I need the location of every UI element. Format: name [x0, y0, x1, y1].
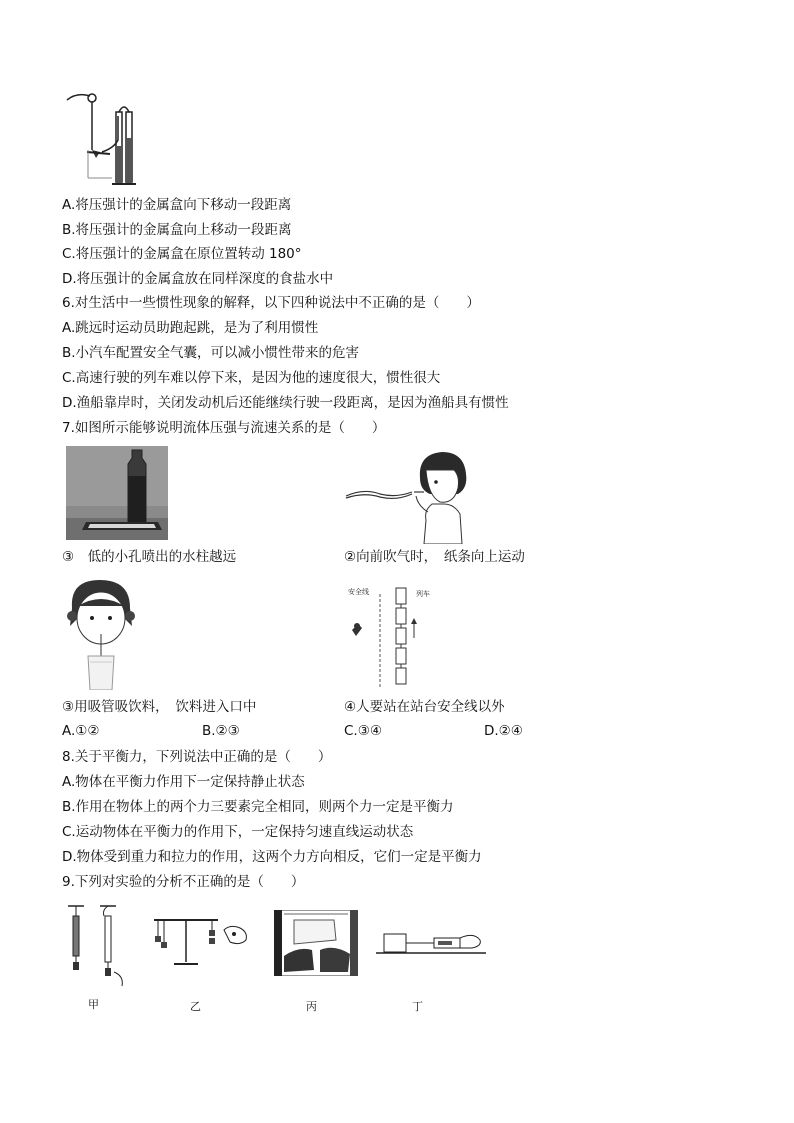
- spring-scale-figure: [64, 902, 136, 988]
- train-label: 列车: [416, 590, 430, 598]
- block-pull-figure: [376, 928, 486, 958]
- q5-option-d: D.将压强计的金属盒放在同样深度的食盐水中: [62, 271, 334, 287]
- q6-option-b: B.小汽车配置安全气囊，可以减小惯性带来的危害: [62, 345, 360, 361]
- safety-line-label: 安全线: [348, 588, 369, 596]
- q8-option-b: B.作用在物体上的两个力三要素完全相同，则两个力一定是平衡力: [62, 799, 454, 815]
- q7-stem: 7.如图所示能够说明流体压强与流速关系的是（ ）: [62, 420, 386, 436]
- q5-option-b: B.将压强计的金属盒向上移动一段距离: [62, 222, 292, 238]
- q5-option-a: A.将压强计的金属盒向下移动一段距离: [62, 197, 292, 213]
- q8-option-c: C.运动物体在平衡力的作用下，一定保持匀速直线运动状态: [62, 824, 414, 840]
- q7-caption-3: ③用吸管吸饮料， 饮料进入口中: [62, 699, 257, 715]
- boy-blowing-figure: [344, 448, 474, 544]
- pressure-gauge-figure: [62, 88, 152, 190]
- q8-option-a: A.物体在平衡力作用下一定保持静止状态: [62, 774, 305, 790]
- q7-option-b: B.②③: [202, 723, 240, 739]
- q6-stem: 6.对生活中一些惯性现象的解释，以下四种说法中不正确的是（ ）: [62, 295, 480, 311]
- q7-option-a: A.①②: [62, 723, 100, 739]
- girl-straw-figure: [66, 578, 136, 690]
- q6-option-d: D.渔船靠岸时，关闭发动机后还能继续行驶一段距离，是因为渔船具有惯性: [62, 395, 509, 411]
- q8-option-d: D.物体受到重力和拉力的作用，这两个力方向相反，它们一定是平衡力: [62, 849, 482, 865]
- q6-option-a: A.跳远时运动员助跑起跳，是为了利用惯性: [62, 320, 319, 336]
- q7-caption-4: ④人要站在站台安全线以外: [344, 699, 505, 715]
- bottle-photo-figure: [66, 446, 168, 540]
- q6-option-c: C.高速行驶的列车难以停下来，是因为他的速度很大，惯性很大: [62, 370, 441, 386]
- q9-label-ding: 丁: [412, 1000, 423, 1013]
- q5-option-c: C.将压强计的金属盒在原位置转动 180°: [62, 246, 302, 262]
- q9-label-bing: 丙: [306, 1000, 317, 1013]
- train-safety-line-figure: [344, 584, 444, 694]
- q7-caption-1: ③ 低的小孔喷出的水柱越远: [62, 549, 237, 565]
- q9-label-jia: 甲: [88, 998, 99, 1011]
- q7-caption-2: ②向前吹气时， 纸条向上运动: [344, 549, 525, 565]
- q8-stem: 8.关于平衡力，下列说法中正确的是（ ）: [62, 749, 332, 765]
- q9-label-yi: 乙: [190, 1000, 201, 1013]
- q7-option-c: C.③④: [344, 723, 382, 739]
- lever-figure: [150, 908, 260, 968]
- q9-stem: 9.下列对实验的分析不正确的是（ ）: [62, 874, 305, 890]
- q7-option-d: D.②④: [484, 723, 523, 739]
- paper-hands-figure: [274, 910, 358, 976]
